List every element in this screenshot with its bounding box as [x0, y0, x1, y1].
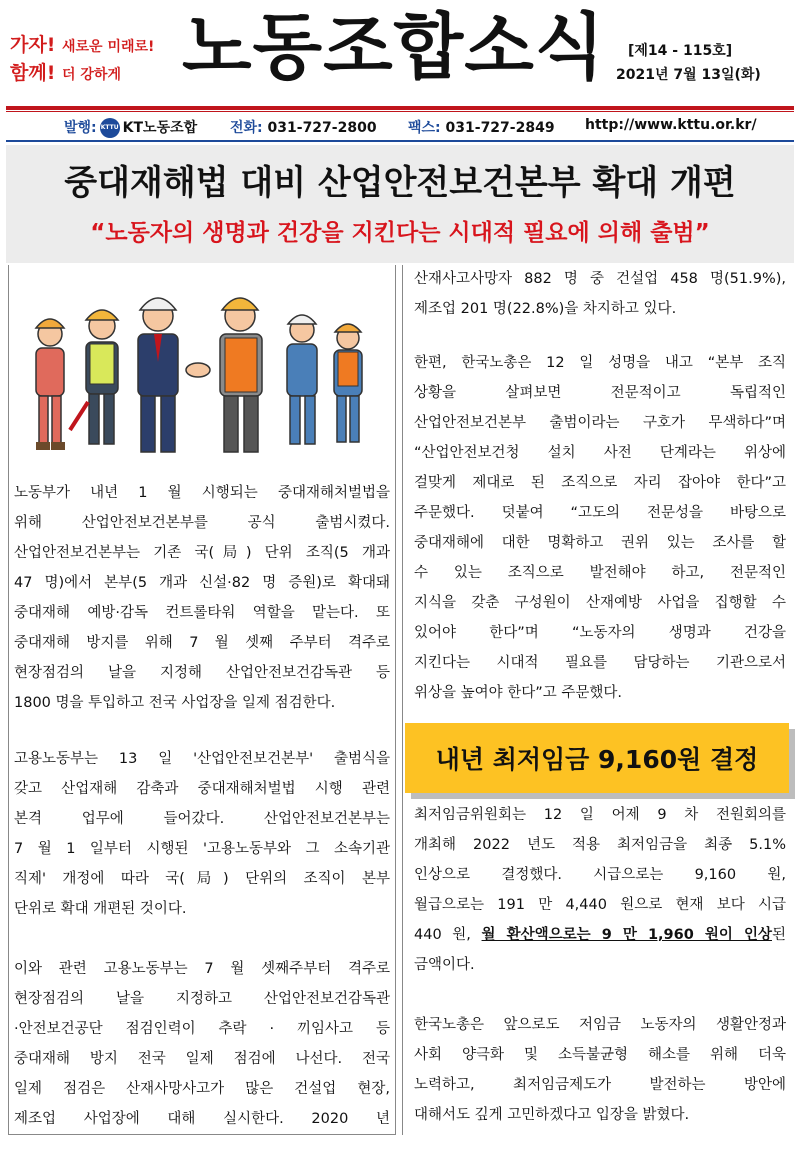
- worker-figure-icon: [220, 298, 262, 452]
- text-line: 일제 점검은 산재사망사고가 많은 건설업 현장,: [14, 1081, 390, 1097]
- text-line: 47 명)에서 본부(5 개과 신설·82 명 증원)로 확대돼: [14, 575, 390, 591]
- text-line: 위해 산업안전보건본부를 공식 출범시켰다.: [14, 515, 390, 531]
- text-line: 중대재해에 대한 명확하고 권위 있는 조사를 할: [414, 535, 786, 551]
- text-line: 산업안전보건본부 출범이라는 구호가 무색하다”며: [414, 415, 786, 431]
- min-wage-paragraph-1: [414, 800, 786, 980]
- text-line: 있어야 한다”며 “노동자의 생명과 건강을: [414, 625, 786, 641]
- workers-handshake-illustration: [30, 282, 390, 462]
- text-line: 주문했다. 덧붙여 “고도의 전문성을 바탕으로: [414, 505, 786, 521]
- fax-label: 팩스:: [408, 120, 441, 136]
- left-paragraph-3: [14, 954, 390, 1134]
- text-line: 노력하고, 최저임금제도가 발전하는 방안에: [414, 1077, 786, 1093]
- text-line: 갖고 산업재해 감축과 중대재해처벌법 시행 관련: [14, 781, 390, 797]
- publisher-name: KT노동조합: [122, 120, 198, 136]
- issue-number: [제14 - 115호]: [628, 43, 733, 59]
- right-paragraph-2: [414, 348, 786, 708]
- publisher-group: [64, 117, 197, 138]
- min-wage-paragraph-2: [414, 1010, 786, 1130]
- manager-figure-icon: [138, 298, 178, 452]
- masthead-rule-thin: [6, 111, 794, 112]
- website-link[interactable]: http://www.kttu.or.kr/: [585, 117, 757, 133]
- text-line: 단위로 확대 개편된 것이다.: [14, 901, 187, 917]
- text-line: 수 있는 조직으로 발전해야 하고, 전문적인: [414, 565, 786, 581]
- text-line: 금액이다.: [414, 957, 475, 973]
- text-line: ·안전보건공단 점검인력이 추락 · 끼임사고 등: [14, 1021, 390, 1037]
- right-paragraph-1: [414, 264, 786, 324]
- text-line: 사회 양극화 및 소득불균형 해소를 위해 더욱: [414, 1047, 786, 1063]
- subheadline: “노동자의 생명과 건강을 지킨다는 시대적 필요에 의해 출범”: [90, 220, 710, 246]
- phone-number: 031-727-2800: [267, 120, 377, 136]
- text-line: 지식을 갖춘 구성원이 산재예방 사업을 집행할 수: [414, 595, 786, 611]
- worker-figure-icon: [334, 324, 362, 442]
- text-line: [414, 920, 786, 950]
- handshake-icon: [186, 363, 210, 377]
- text-line: 직제' 개정에 따라 국(局) 단위의 조직이 본부: [14, 871, 390, 887]
- left-paragraph-2: [14, 744, 390, 924]
- text-line: 한편, 한국노총은 12 일 성명을 내고 “본부 조직: [414, 355, 786, 371]
- publisher-label: 발행:: [64, 120, 97, 136]
- text-line: 산업안전보건본부는 기존 국(局) 단위 조직(5 개과: [14, 545, 390, 561]
- text-line: 이와 관련 고용노동부는 7 월 셋째주부터 격주로: [14, 961, 390, 977]
- text-line: 제조업 201 명(22.8%)을 차지하고 있다.: [414, 301, 677, 317]
- text-line: “산업안전보건청 설치 사전 단계라는 위상에: [414, 445, 786, 461]
- slogan-small-2: 더 강하게: [62, 67, 121, 83]
- info-bar-rule: [6, 140, 794, 142]
- slogan-small-1: 새로운 미래로!: [62, 39, 155, 55]
- worker-figure-icon: [287, 315, 317, 444]
- text-line: 중대재해 방지를 위해 7 월 셋째 주부터 격주로: [14, 635, 390, 651]
- issue-date: 2021년 7월 13일(화): [616, 67, 761, 83]
- text-line: 산재사고사망자 882 명 중 건설업 458 명(51.9%),: [414, 271, 786, 287]
- highlighted-increase: 월 환산액으로는 9 만 1,960 원이 인상: [481, 927, 772, 943]
- slogan-line-2: [10, 58, 121, 85]
- fax-group: [408, 117, 555, 137]
- text-line: 현장점검의 날을 지정해 산업안전보건감독관 등: [14, 665, 390, 681]
- slogan-line-1: [10, 30, 154, 57]
- text-line: 인상으로 결정했다. 시급으로는 9,160 원,: [414, 867, 786, 883]
- text-line: 한국노총은 앞으로도 저임금 노동자의 생활안정과: [414, 1017, 786, 1033]
- phone-group: [230, 117, 377, 137]
- worker-figure-icon: [36, 319, 65, 450]
- text-line: 위상을 높여야 한다”고 주문했다.: [414, 685, 623, 701]
- text-line: 제조업 사업장에 대해 실시한다. 2020 년: [14, 1111, 390, 1127]
- info-bar: [0, 114, 800, 138]
- text-line: 월급으로는 191 만 4,440 원으로 현재 보다 시급: [414, 897, 786, 913]
- text-line: 노동부가 내년 1 월 시행되는 중대재해처벌법을: [14, 485, 390, 501]
- text-fragment: 440 원,: [414, 927, 482, 943]
- text-line: 본격 업무에 들어갔다. 산업안전보건본부는: [14, 811, 390, 827]
- text-line: 중대재해 예방·감독 컨트롤타워 역할을 맡는다. 또: [14, 605, 390, 621]
- worker-figure-icon: [70, 310, 118, 444]
- min-wage-heading: 내년 최저임금 9,160원 결정: [435, 745, 759, 774]
- slogan-big-2: 함께!: [10, 62, 56, 84]
- text-line: 중대재해 방지 전국 일제 점검에 나선다. 전국: [14, 1051, 390, 1067]
- slogan-big-1: 가자!: [10, 34, 56, 56]
- text-line: 고용노동부는 13 일 '산업안전보건본부' 출범식을: [14, 751, 390, 767]
- text-line: 현장점검의 날을 지정하고 산업안전보건감독관: [14, 991, 390, 1007]
- text-fragment: 된: [771, 927, 786, 943]
- text-line: 7 월 1 일부터 시행된 '고용노동부와 그 소속기관: [14, 841, 390, 857]
- headline: 중대재해법 대비 산업안전보건본부 확대 개편: [64, 163, 736, 203]
- text-line: 대해서도 깊게 고민하겠다고 입장을 밝혔다.: [414, 1107, 690, 1123]
- text-line: 지킨다는 시대적 필요를 담당하는 기관으로서: [414, 655, 786, 671]
- text-line: 개최해 2022 년도 적용 최저임금을 최종 5.1%: [414, 837, 786, 853]
- text-line: 상황을 살펴보면 전문적이고 독립적인: [414, 385, 786, 401]
- phone-label: 전화:: [230, 120, 263, 136]
- text-line: 1800 명을 투입하고 전국 사업장을 일제 점검한다.: [14, 695, 336, 711]
- masthead-rule: [6, 106, 794, 110]
- text-line: 걸맞게 제대로 된 조직으로 자리 잡아야 한다”고: [414, 475, 786, 491]
- kttu-logo-icon: KTTU: [100, 118, 120, 138]
- newsletter-title: 노동조합소식: [182, 5, 606, 89]
- text-line: 최저임금위원회는 12 일 어제 9 차 전원회의를: [414, 807, 786, 823]
- column-divider: [402, 265, 403, 1135]
- left-paragraph-1: [14, 478, 390, 718]
- fax-number: 031-727-2849: [445, 120, 555, 136]
